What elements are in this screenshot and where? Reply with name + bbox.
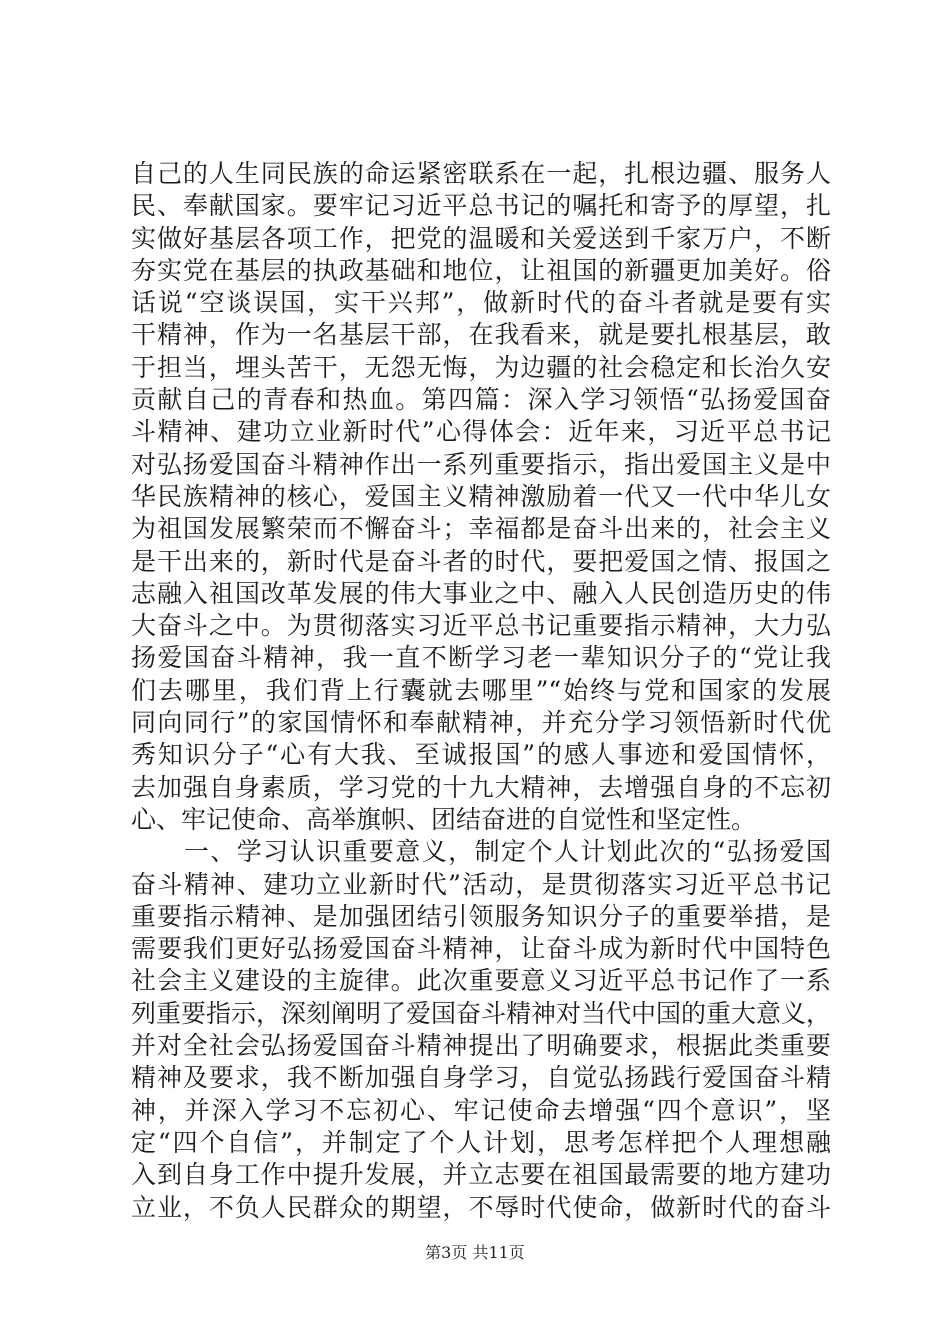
text-line: 社会主义建设的主旋律。此次重要意义习近平总书记作了一系 [131,966,831,996]
text-line: 立业，不负人民群众的期望，不辱时代使命，做新时代的奋斗 [131,1192,831,1222]
text-line: 精神及要求，我不断加强自身学习，自觉弘扬践行爱国奋斗精 [131,1063,831,1093]
text-line: 们去哪里，我们背上行囊就去哪里”“始终与党和国家的发展 [131,675,831,705]
paragraph-end-line: 心、牢记使命、高举旗帜、团结奋进的自觉性和坚定性。 [131,804,757,834]
text-line: 奋斗精神、建功立业新时代”活动，是贯彻落实习近平总书记 [131,869,831,899]
text-line: 实做好基层各项工作，把党的温暖和关爱送到千家万户，不断 [131,223,831,253]
text-line: 于担当，埋头苦干，无怨无悔，为边疆的社会稳定和长治久安 [131,352,831,382]
text-line: 对弘扬爱国奋斗精神作出一系列重要指示，指出爱国主义是中 [131,449,831,479]
text-line: 贡献自己的青春和热血。第四篇：深入学习领悟“弘扬爱国奋 [131,385,831,415]
text-line: 干精神，作为一名基层干部，在我看来，就是要扎根基层，敢 [131,320,831,350]
text-line: 神，并深入学习不忘初心、牢记使命去增强“四个意识”，坚 [131,1095,831,1125]
text-line: 秀知识分子“心有大我、至诚报国”的感人事迹和爱国情怀， [131,740,831,770]
text-line: 一、学习认识重要意义，制定个人计划此次的“弘扬爱国 [131,837,831,867]
text-line: 是干出来的，新时代是奋斗者的时代，要把爱国之情、报国之 [131,546,831,576]
text-line: 入到自身工作中提升发展，并立志要在祖国最需要的地方建功 [131,1160,831,1190]
text-line: 大奋斗之中。为贯彻落实习近平总书记重要指示精神，大力弘 [131,611,831,641]
page-number-footer: 第3页 共11页 [425,1243,525,1262]
text-line: 重要指示精神、是加强团结引领服务知识分子的重要举措，是 [131,901,831,931]
text-line: 去加强自身素质，学习党的十九大精神，去增强自身的不忘初 [131,772,831,802]
text-line: 需要我们更好弘扬爱国奋斗精神，让奋斗成为新时代中国特色 [131,934,831,964]
text-line: 同向同行”的家国情怀和奉献精神，并充分学习领悟新时代优 [131,708,831,738]
text-line: 并对全社会弘扬爱国奋斗精神提出了明确要求，根据此类重要 [131,1031,831,1061]
text-line: 自己的人生同民族的命运紧密联系在一起，扎根边疆、服务人 [131,159,831,188]
text-line: 列重要指示，深刻阐明了爱国奋斗精神对当代中国的重大意义， [131,998,832,1028]
text-line: 扬爱国奋斗精神，我一直不断学习老一辈知识分子的“党让我 [131,643,831,673]
text-line: 斗精神、建功立业新时代”心得体会：近年来，习近平总书记 [131,417,831,447]
text-line: 民、奉献国家。要牢记习近平总书记的嘱托和寄予的厚望，扎 [131,191,831,221]
text-line: 华民族精神的核心，爱国主义精神激励着一代又一代中华儿女 [131,481,831,511]
text-line: 志融入祖国改革发展的伟大事业之中、融入人民创造历史的伟 [131,578,831,608]
text-line: 定“四个自信”，并制定了个人计划，思考怎样把个人理想融 [131,1127,831,1157]
text-line: 夯实党在基层的执政基础和地位，让祖国的新疆更加美好。俗 [131,255,831,285]
text-line: 为祖国发展繁荣而不懈奋斗；幸福都是奋斗出来的，社会主义 [131,514,831,544]
text-line: 话说“空谈误国，实干兴邦”，做新时代的奋斗者就是要有实 [131,288,831,318]
document-body [131,158,831,1224]
